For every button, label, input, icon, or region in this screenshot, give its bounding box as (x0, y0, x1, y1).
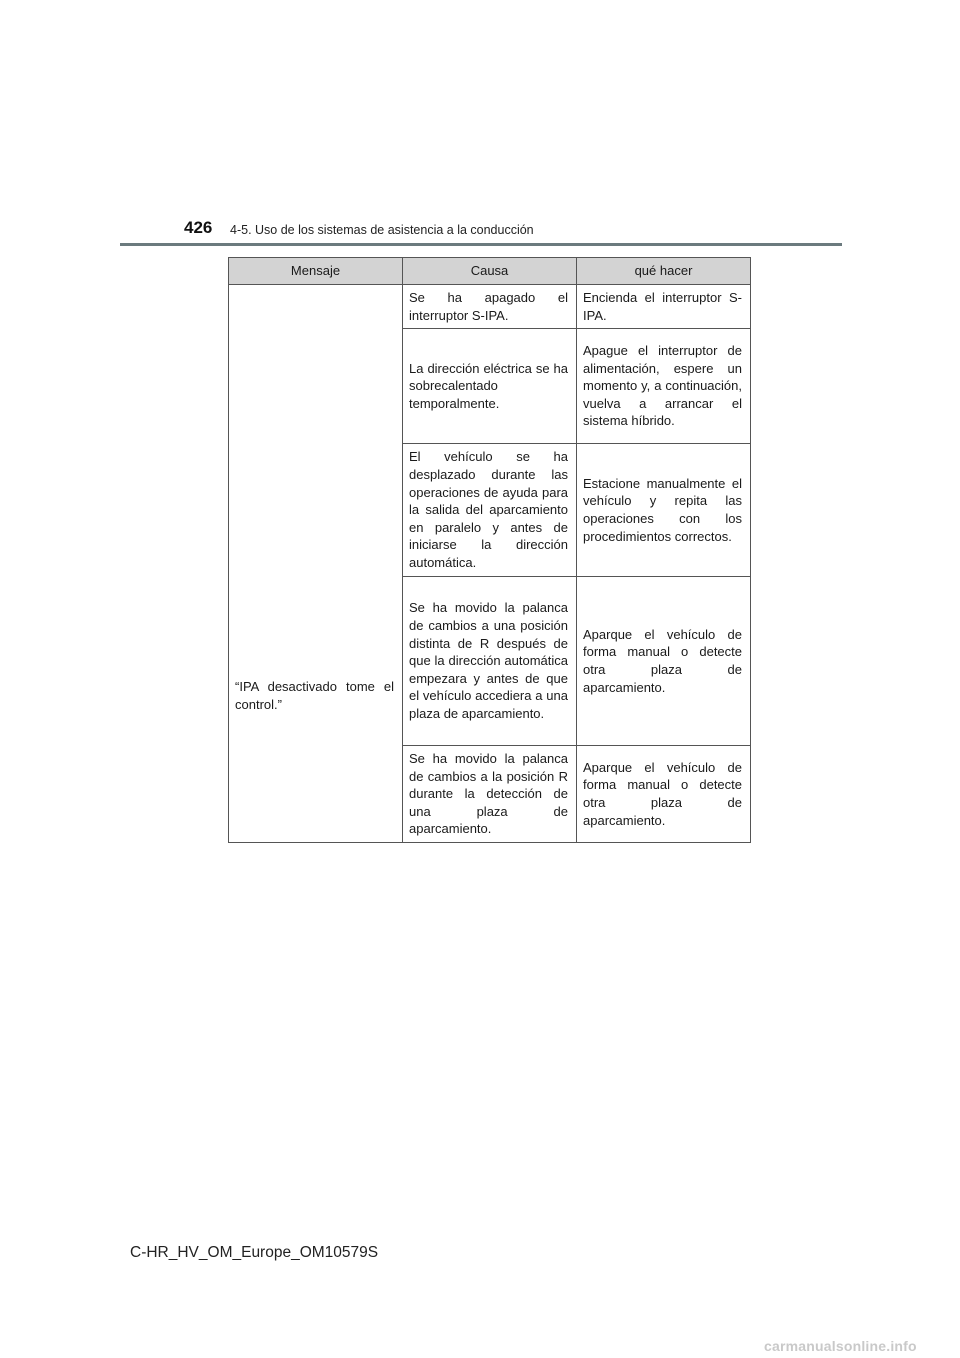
cause-cell: Se ha movido la palanca de cambios a la posición R durante la detección de una plaza de aparcamiento. (403, 746, 577, 843)
column-header-que-hacer: qué hacer (577, 258, 751, 285)
page-number: 426 (184, 218, 213, 237)
message-table (228, 257, 751, 843)
table-header-row (229, 258, 751, 285)
cause-cell: El vehículo se ha desplazado durante las operaciones de ayuda para la salida del aparcamiento en paralelo y antes de iniciarse la dirección automática. (403, 444, 577, 577)
column-header-mensaje: Mensaje (229, 258, 403, 285)
watermark: carmanualsonline.info (764, 1338, 917, 1354)
cause-cell: Se ha apagado el interruptor S-IPA. (403, 285, 577, 329)
cause-cell: La dirección eléctrica se ha sobrecalentado temporalmente. (403, 329, 577, 444)
action-cell: Apague el interruptor de alimentación, espere un momento y, a continuación, vuelva a arrancar el sistema híbrido. (577, 329, 751, 444)
action-cell: Aparque el vehículo de forma manual o detecte otra plaza de aparcamiento. (577, 577, 751, 746)
table-row (229, 285, 751, 329)
action-cell: Aparque el vehículo de forma manual o detecte otra plaza de aparcamiento. (577, 746, 751, 843)
message-cell: “IPA desactivado tome el control.” (229, 285, 403, 843)
section-title: 4-5. Uso de los sistemas de asistencia a la conducción (230, 223, 534, 237)
action-cell: Encienda el interruptor S-IPA. (577, 285, 751, 329)
cause-cell: Se ha movido la palanca de cambios a una posición distinta de R después de que la dirección automática empezara y antes de que el vehículo accediera a una plaza de aparcamiento. (403, 577, 577, 746)
column-header-causa: Causa (403, 258, 577, 285)
header-divider (120, 243, 842, 246)
action-cell: Estacione manualmente el vehículo y repita las operaciones con los procedimientos correctos. (577, 444, 751, 577)
document-code: C-HR_HV_OM_Europe_OM10579S (130, 1244, 379, 1261)
